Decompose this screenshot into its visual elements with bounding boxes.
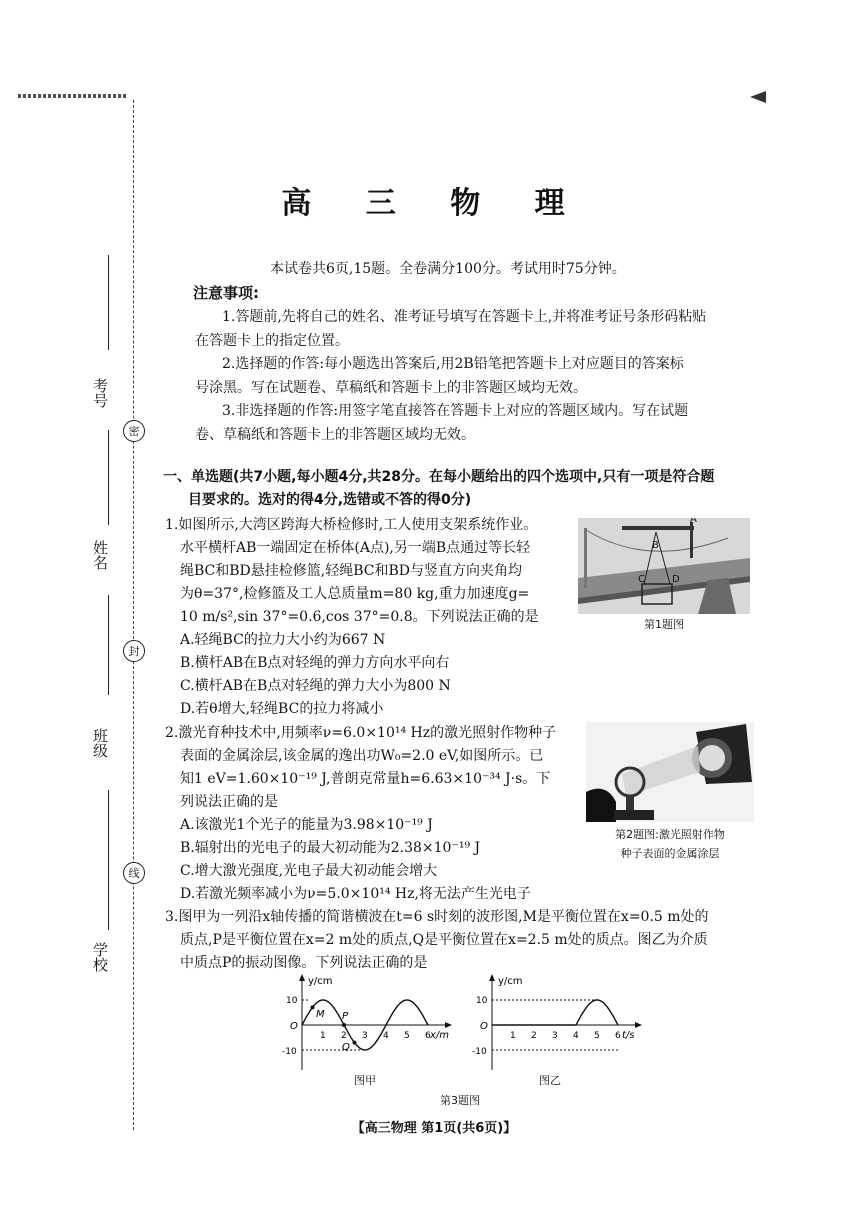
xuexiao-label: 学校: [91, 942, 109, 972]
notice-line: 号涂黑。写在试题卷、草稿纸和答题卡上的非答题区域均无效。: [195, 380, 587, 396]
fig2-caption-line: 第2题图:激光照射作物: [615, 828, 725, 841]
seal-mark-feng: 封: [123, 640, 145, 662]
yi-caption: 图乙: [539, 1074, 561, 1087]
fig1-caption: 第1题图: [644, 618, 684, 631]
q3-line: 3.图甲为一列沿x轴传播的简谐横波在t=6 s时刻的波形图,M是平衡位置在x=0.5 m处的: [165, 909, 709, 925]
xingming-label: 姓名: [91, 540, 109, 570]
yi-xlabel: t/s: [622, 1030, 635, 1041]
yi-ytick: 10: [476, 996, 488, 1006]
q2-option-a: A.该激光1个光子的能量为3.98×10⁻¹⁹ J: [180, 817, 433, 833]
seal-mark-xian: 线: [123, 862, 145, 884]
q1-line: 水平横杆AB一端固定在桥体(A点),另一端B点通过等长轻: [180, 540, 531, 556]
yi-xtick: 4: [573, 1031, 579, 1041]
xuexiao-blank[interactable]: [108, 790, 109, 930]
kaohao-label: 考号: [91, 378, 109, 408]
q1-option-c: C.横杆AB在B点对轻绳的弹力大小为800 N: [180, 678, 451, 694]
svg-text:C: C: [638, 574, 645, 585]
notice-line: 3.非选择题的作答:用签字笔直接答在答题卡上对应的答题区域内。写在试题: [222, 403, 689, 419]
jia-xtick: 6: [425, 1031, 431, 1041]
q2-option-b: B.辐射出的光电子的最大初动能为2.38×10⁻¹⁹ J: [180, 840, 481, 856]
q3-line: 质点,P是平衡位置在x=2 m处的质点,Q是平衡位置在x=2.5 m处的质点。图乙为介质: [180, 932, 708, 948]
jia-caption: 图甲: [354, 1074, 376, 1087]
q2-line: 2.激光育种技术中,用频率ν=6.0×10¹⁴ Hz的激光照射作物种子: [165, 725, 557, 741]
label-q: Q: [342, 1042, 350, 1053]
laser-photo: [586, 722, 754, 822]
notice-heading: 注意事项:: [193, 284, 259, 302]
yi-xtick: 5: [594, 1031, 600, 1041]
notice-line: 1.答题前,先将自己的姓名、准考证号填写在答题卡上,并将准考证号条形码粘贴: [222, 309, 707, 325]
section-heading: 一、单选题(共7小题,每小题4分,共28分。在每小题给出的四个选项中,只有一项是符合题: [163, 469, 715, 485]
notice-line: 卷、草稿纸和答题卡上的非答题区域均无效。: [195, 427, 475, 443]
yi-xtick: 2: [531, 1031, 537, 1041]
q1-option-b: B.横杆AB在B点对轻绳的弹力方向水平向右: [180, 655, 450, 671]
yi-ylabel: y/cm: [498, 976, 523, 987]
q1-line: 10 m/s²,sin 37°=0.6,cos 37°=0.8。下列说法正确的是: [180, 609, 539, 625]
page-corner-mark: [750, 91, 766, 103]
seal-mark-mi: 密: [123, 420, 145, 442]
fig2-caption-line: 种子表面的金属涂层: [620, 847, 720, 860]
jia-xtick: 4: [383, 1031, 389, 1041]
q2-line: 知1 eV=1.60×10⁻¹⁹ J,普朗克常量h=6.63×10⁻³⁴ J·s。下: [180, 771, 551, 787]
q1-option-a: A.轻绳BC的拉力大小约为667 N: [180, 632, 386, 648]
yi-vibration-curve: [492, 1000, 618, 1025]
point-p: [342, 1023, 346, 1027]
jia-ylabel: y/cm: [308, 976, 333, 987]
cut-line: [133, 100, 134, 1130]
vibration-graph-yi: [470, 970, 650, 1080]
section-heading-cont: 目要求的。选对的得4分,选错或不答的得0分): [188, 492, 472, 508]
svg-text:D: D: [672, 574, 680, 585]
q2-line: 列说法正确的是: [180, 794, 278, 810]
banji-blank[interactable]: [108, 595, 109, 695]
jia-xlabel: x/m: [430, 1030, 450, 1041]
wave-graph-jia: [280, 970, 460, 1080]
q2-option-d: D.若激光频率减小为ν=5.0×10¹⁴ Hz,将无法产生光电子: [180, 886, 531, 902]
margin-scan-mark: [18, 94, 128, 98]
q2-option-c: C.增大激光强度,光电子最大初动能会增大: [180, 863, 438, 879]
jia-ytick: 10: [286, 996, 298, 1006]
notice-line: 2.选择题的作答:每小题选出答案后,用2B铅笔把答题卡上对应题目的答案标: [222, 356, 684, 372]
q3-line: 中质点P的振动图像。下列说法正确的是: [180, 955, 428, 971]
point-m: [311, 1005, 315, 1009]
jia-xtick: 2: [341, 1031, 347, 1041]
kaohao-blank[interactable]: [108, 255, 109, 350]
yi-xtick: 3: [552, 1031, 558, 1041]
label-m: M: [316, 1009, 325, 1020]
fig3-caption: 第3题图: [440, 1094, 480, 1107]
jia-xtick: 5: [404, 1031, 410, 1041]
page-footer: 【高三物理 第1页(共6页)】: [351, 1121, 517, 1136]
q2-line: 表面的金属涂层,该金属的逸出功W₀=2.0 eV,如图所示。已: [180, 748, 544, 764]
svg-text:B: B: [652, 540, 659, 551]
page-title: 高 三 物 理: [281, 186, 587, 221]
yi-xtick: 1: [510, 1031, 516, 1041]
q1-line: 为θ=37°,检修篮及工人总质量m=80 kg,重力加速度g=: [180, 586, 530, 602]
point-q: [353, 1041, 357, 1045]
label-p: P: [342, 1011, 349, 1022]
q1-line: 1.如图所示,大湾区跨海大桥检修时,工人使用支架系统作业。: [165, 517, 538, 533]
jia-ytick: -10: [282, 1047, 297, 1057]
jia-origin: O: [290, 1021, 298, 1032]
yi-ytick: -10: [472, 1047, 487, 1057]
notice-line: 在答题卡上的指定位置。: [195, 333, 349, 349]
banji-label: 班级: [91, 728, 109, 758]
q1-option-d: D.若θ增大,轻绳BC的拉力将减小: [180, 701, 384, 717]
bridge-photo: [578, 518, 750, 614]
yi-origin: O: [480, 1021, 488, 1032]
q1-line: 绳BC和BD悬挂检修篮,轻绳BC和BD与竖直方向夹角均: [180, 563, 522, 579]
yi-xtick: 6: [615, 1031, 621, 1041]
xingming-blank[interactable]: [108, 430, 109, 525]
svg-text:A: A: [690, 518, 697, 525]
jia-xtick: 1: [320, 1031, 326, 1041]
exam-intro: 本试卷共6页,15题。全卷满分100分。考试用时75分钟。: [270, 261, 626, 277]
jia-xtick: 3: [362, 1031, 368, 1041]
